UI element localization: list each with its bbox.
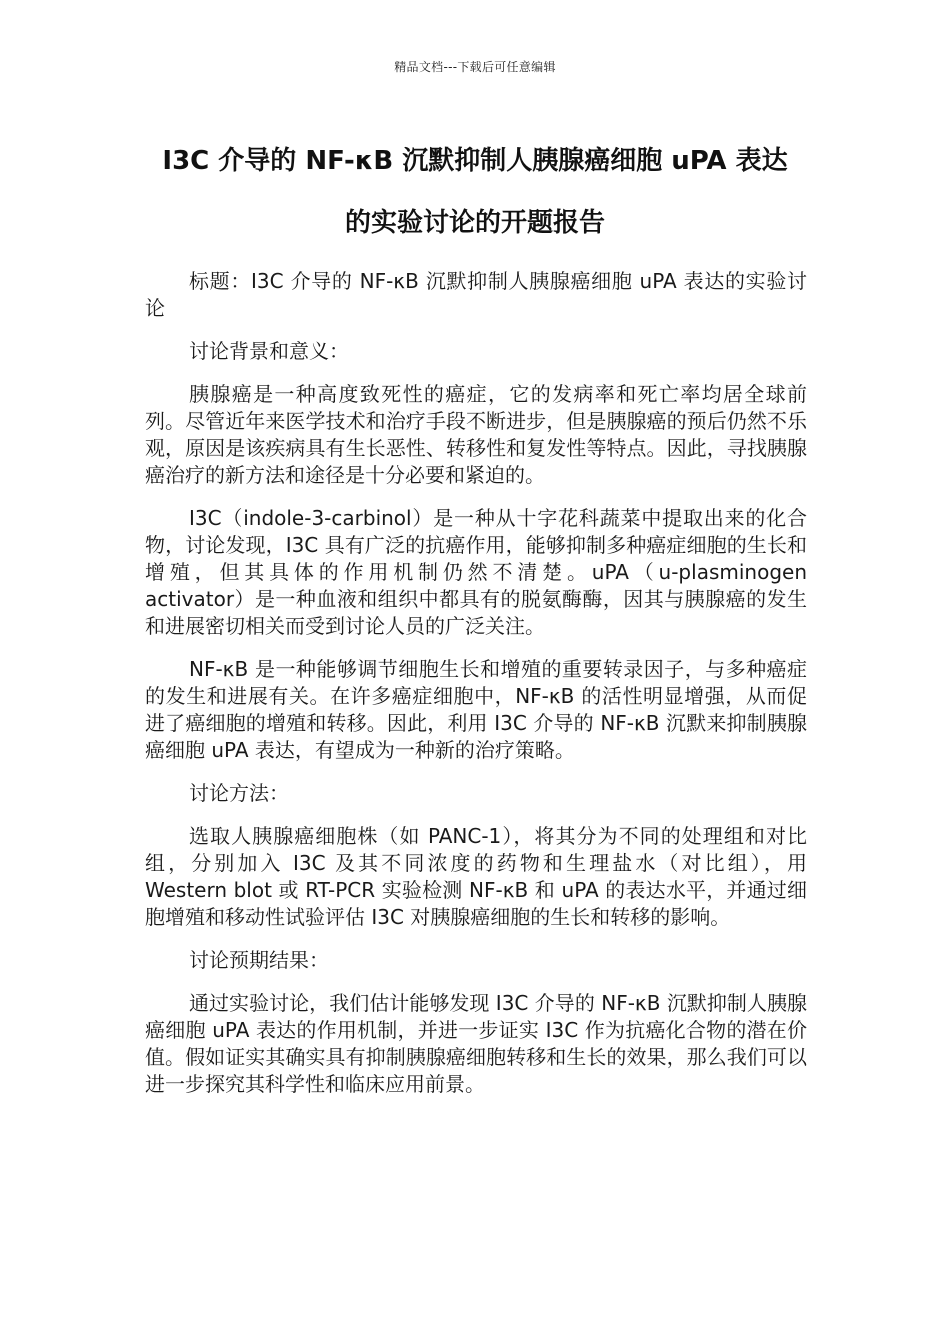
title-line-1: I3C 介导的 NF-κB 沉默抑制人胰腺癌细胞 uPA 表达: [162, 146, 788, 176]
section-heading-expected-results: 讨论预期结果：: [189, 948, 329, 972]
document-title: [110, 130, 840, 254]
section-heading-background: 讨论背景和意义：: [189, 339, 349, 363]
header-note: 精品文档---下载后可任意编辑: [394, 60, 556, 74]
paragraph-background-2: I3C（indole-3-carbinol）是一种从十字花科蔬菜中提取出来的化合物，讨论发现，I3C 具有广泛的抗癌作用，能够抑制多种癌症细胞的生长和增殖，但其具体的作用机制仍然不清楚。uPA（u-plasminogen activator）是一种血液和组织中都具有的脱氨酶酶，因其与胰腺癌的发生和进展密切相关而受到讨论人员的广泛关注。: [145, 506, 807, 638]
title-line-2: 的实验讨论的开题报告: [344, 208, 605, 238]
paragraph-background-1: 胰腺癌是一种高度致死性的癌症，它的发病率和死亡率均居全球前列。尽管近年来医学技术和治疗手段不断进步，但是胰腺癌的预后仍然不乐观，原因是该疾病具有生长恶性、转移性和复发性等特点。因此，寻找胰腺癌治疗的新方法和途径是十分必要和紧迫的。: [145, 382, 807, 487]
paragraph-expected-results: 通过实验讨论，我们估计能够发现 I3C 介导的 NF-κB 沉默抑制人胰腺癌细胞 uPA 表达的作用机制，并进一步证实 I3C 作为抗癌化合物的潜在价值。假如证实其确实具有抑制胰腺癌细胞转移和生长的效果，那么我们可以进一步探究其科学性和临床应用前景。: [145, 991, 807, 1096]
subject-line: 标题：I3C 介导的 NF-κB 沉默抑制人胰腺癌细胞 uPA 表达的实验讨论: [145, 269, 807, 320]
document-body: [145, 268, 807, 1114]
paragraph-methods: 选取人胰腺癌细胞株（如 PANC-1），将其分为不同的处理组和对比组，分别加入 I3C 及其不同浓度的药物和生理盐水（对比组），用 Western blot 或 RT-PCR 实验检测 NF-κB 和 uPA 的表达水平，并通过细胞增殖和移动性试验评估 I3C 对胰腺癌细胞的生长和转移的影响。: [145, 824, 807, 929]
paragraph-background-3: NF-κB 是一种能够调节细胞生长和增殖的重要转录因子，与多种癌症的发生和进展有关。在许多癌症细胞中，NF-κB 的活性明显增强，从而促进了癌细胞的增殖和转移。因此，利用 I3C 介导的 NF-κB 沉默来抑制胰腺癌细胞 uPA 表达，有望成为一种新的治疗策略。: [145, 657, 807, 762]
section-heading-methods: 讨论方法：: [189, 781, 289, 805]
